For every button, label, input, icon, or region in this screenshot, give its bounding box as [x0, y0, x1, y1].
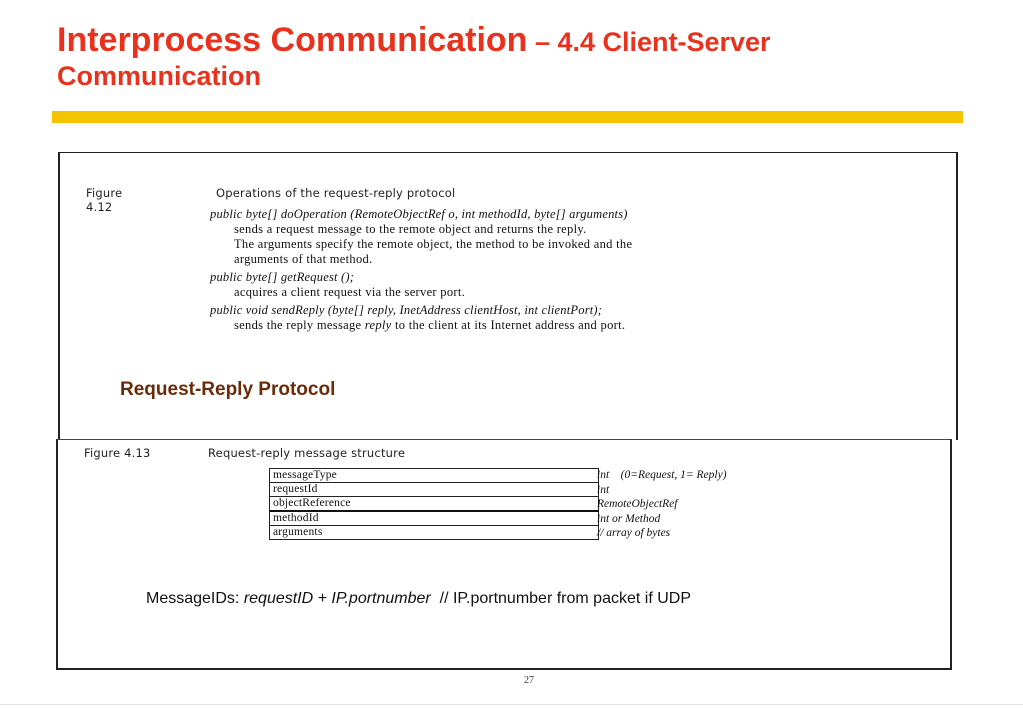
field-types — [597, 468, 727, 541]
figure-number: Figure 4.12 — [86, 186, 123, 214]
operation-signature: public byte[] getRequest (); — [210, 270, 355, 284]
figure-4-13-panel — [56, 439, 952, 670]
field-name: methodId — [270, 511, 599, 526]
operation-description: sends a request message to the remote object and returns the reply. — [234, 222, 587, 236]
table-row — [270, 469, 599, 483]
field-type: int — [597, 483, 610, 496]
field-type: // array of bytes — [597, 527, 671, 539]
operation-signature: public byte[] doOperation (RemoteObjectRef o, int methodId, byte[] arguments) — [210, 207, 628, 221]
slide-title — [57, 22, 997, 92]
field-name: messageType — [270, 469, 599, 483]
field-type: RemoteObjectRef — [597, 498, 678, 510]
footer-divider — [0, 704, 1023, 705]
field-type: int or Method — [597, 512, 661, 525]
message-ids-comment: // IP.portnumber from packet if UDP — [430, 590, 691, 607]
page-number: 27 — [524, 675, 534, 686]
title-underline-bar — [52, 111, 963, 123]
request-reply-heading: Request-Reply Protocol — [120, 379, 336, 400]
figure-4-12-panel — [58, 152, 958, 440]
table-row — [270, 483, 599, 497]
message-ids-note — [146, 590, 691, 608]
operation-description: arguments of that method. — [234, 252, 373, 266]
title-line2: Communication — [57, 61, 262, 91]
figure-title: Request-reply message structure — [208, 446, 406, 460]
description-text: sends the reply message — [234, 318, 365, 332]
message-ids-label: MessageIDs: — [146, 590, 244, 607]
message-structure-table — [269, 468, 599, 540]
field-type: int (0=Request, 1= Reply) — [597, 469, 727, 481]
operation-description: The arguments specify the remote object, the method to be invoked and the — [234, 237, 633, 251]
field-name: objectReference — [270, 497, 599, 512]
figure-title: Operations of the request-reply protocol — [216, 186, 456, 200]
figure-number: Figure 4.13 — [84, 446, 151, 460]
title-sub: – 4.4 Client-Server — [527, 27, 771, 57]
title-main: Interprocess Communication — [57, 21, 528, 59]
table-row — [270, 511, 599, 526]
operation-signature: public void sendReply (byte[] reply, InetAddress clientHost, int clientPort); — [210, 303, 603, 317]
operation-description: acquires a client request via the server port. — [234, 285, 466, 299]
description-emphasis: reply — [364, 318, 392, 332]
field-name: requestId — [270, 483, 599, 497]
field-name: arguments — [270, 526, 599, 540]
operation-description — [210, 318, 930, 333]
description-text: to the client at its Internet address and port. — [391, 318, 626, 332]
message-ids-expression: requestID + IP.portnumber — [243, 590, 431, 607]
table-row — [270, 526, 599, 540]
table-row — [270, 497, 599, 512]
operations-list — [210, 207, 930, 333]
